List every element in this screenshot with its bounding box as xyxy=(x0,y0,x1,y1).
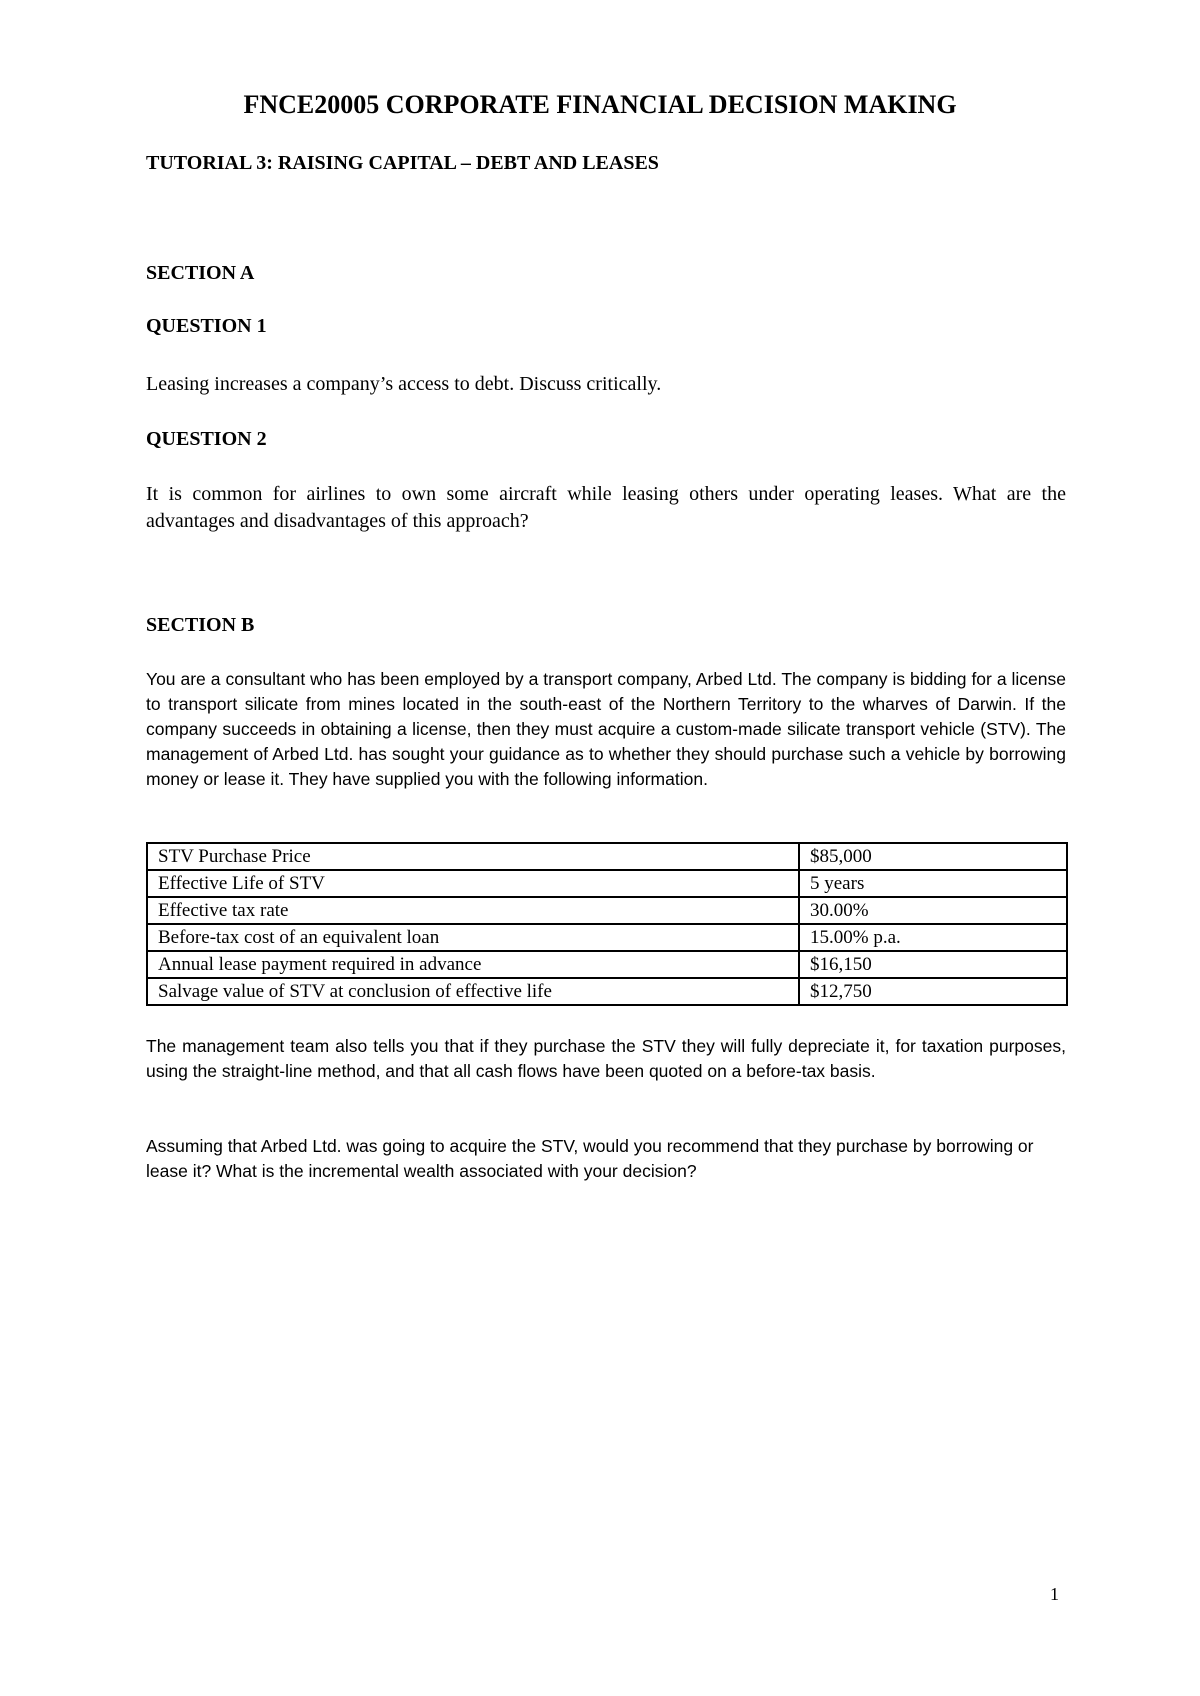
table-row xyxy=(147,951,1067,978)
table-cell-label: Salvage value of STV at conclusion of effective life xyxy=(147,978,799,1005)
table-row xyxy=(147,843,1067,870)
table-cell-value: 15.00% p.a. xyxy=(799,924,1067,951)
table-cell-value: $16,150 xyxy=(799,951,1067,978)
table-cell-value: 5 years xyxy=(799,870,1067,897)
table-cell-label: Annual lease payment required in advance xyxy=(147,951,799,978)
table-cell-label: Effective Life of STV xyxy=(147,870,799,897)
section-b-heading: SECTION B xyxy=(146,614,255,636)
section-b-intro: You are a consultant who has been employed by a transport company, Arbed Ltd. The company is bidding for a license to transport silicate from mines located in the south-east of the Northern Territory to the wharves of Darwin. If the company succeeds in obtaining a license, then they must acquire a custom-made silicate transport vehicle (STV). The management of Arbed Ltd. has sought your guidance as to whether they should purchase such a vehicle by borrowing money or lease it. They have supplied you with the following information. xyxy=(146,669,1066,789)
document-title: FNCE20005 CORPORATE FINANCIAL DECISION MAKING xyxy=(243,90,957,119)
table-cell-value: $12,750 xyxy=(799,978,1067,1005)
table-cell-value: 30.00% xyxy=(799,897,1067,924)
table-cell-label: Before-tax cost of an equivalent loan xyxy=(147,924,799,951)
section-b-question: Assuming that Arbed Ltd. was going to acquire the STV, would you recommend that they purchase by borrowing or lease it? What is the incremental wealth associated with your decision? xyxy=(146,1136,1034,1181)
question-2-heading: QUESTION 2 xyxy=(146,428,267,450)
table-row xyxy=(147,924,1067,951)
table-row xyxy=(147,897,1067,924)
question-1-heading: QUESTION 1 xyxy=(146,315,267,337)
stv-information-table xyxy=(146,842,1068,1006)
document-subtitle: TUTORIAL 3: RAISING CAPITAL – DEBT AND LEASES xyxy=(146,152,659,174)
question-2-text: It is common for airlines to own some aircraft while leasing others under operating leases. What are the advantages and disadvantages of this approach? xyxy=(146,483,1066,532)
table-cell-label: Effective tax rate xyxy=(147,897,799,924)
table-cell-value: $85,000 xyxy=(799,843,1067,870)
section-b-paragraph-2: The management team also tells you that if they purchase the STV they will fully depreciate it, for taxation purposes, using the straight-line method, and that all cash flows have been quoted on a before-tax basis. xyxy=(146,1036,1066,1081)
table-row xyxy=(147,978,1067,1005)
table-cell-label: STV Purchase Price xyxy=(147,843,799,870)
section-a-heading: SECTION A xyxy=(146,262,255,284)
page-number: 1 xyxy=(1050,1584,1059,1604)
table-row xyxy=(147,870,1067,897)
question-1-text: Leasing increases a company’s access to debt. Discuss critically. xyxy=(146,373,662,395)
